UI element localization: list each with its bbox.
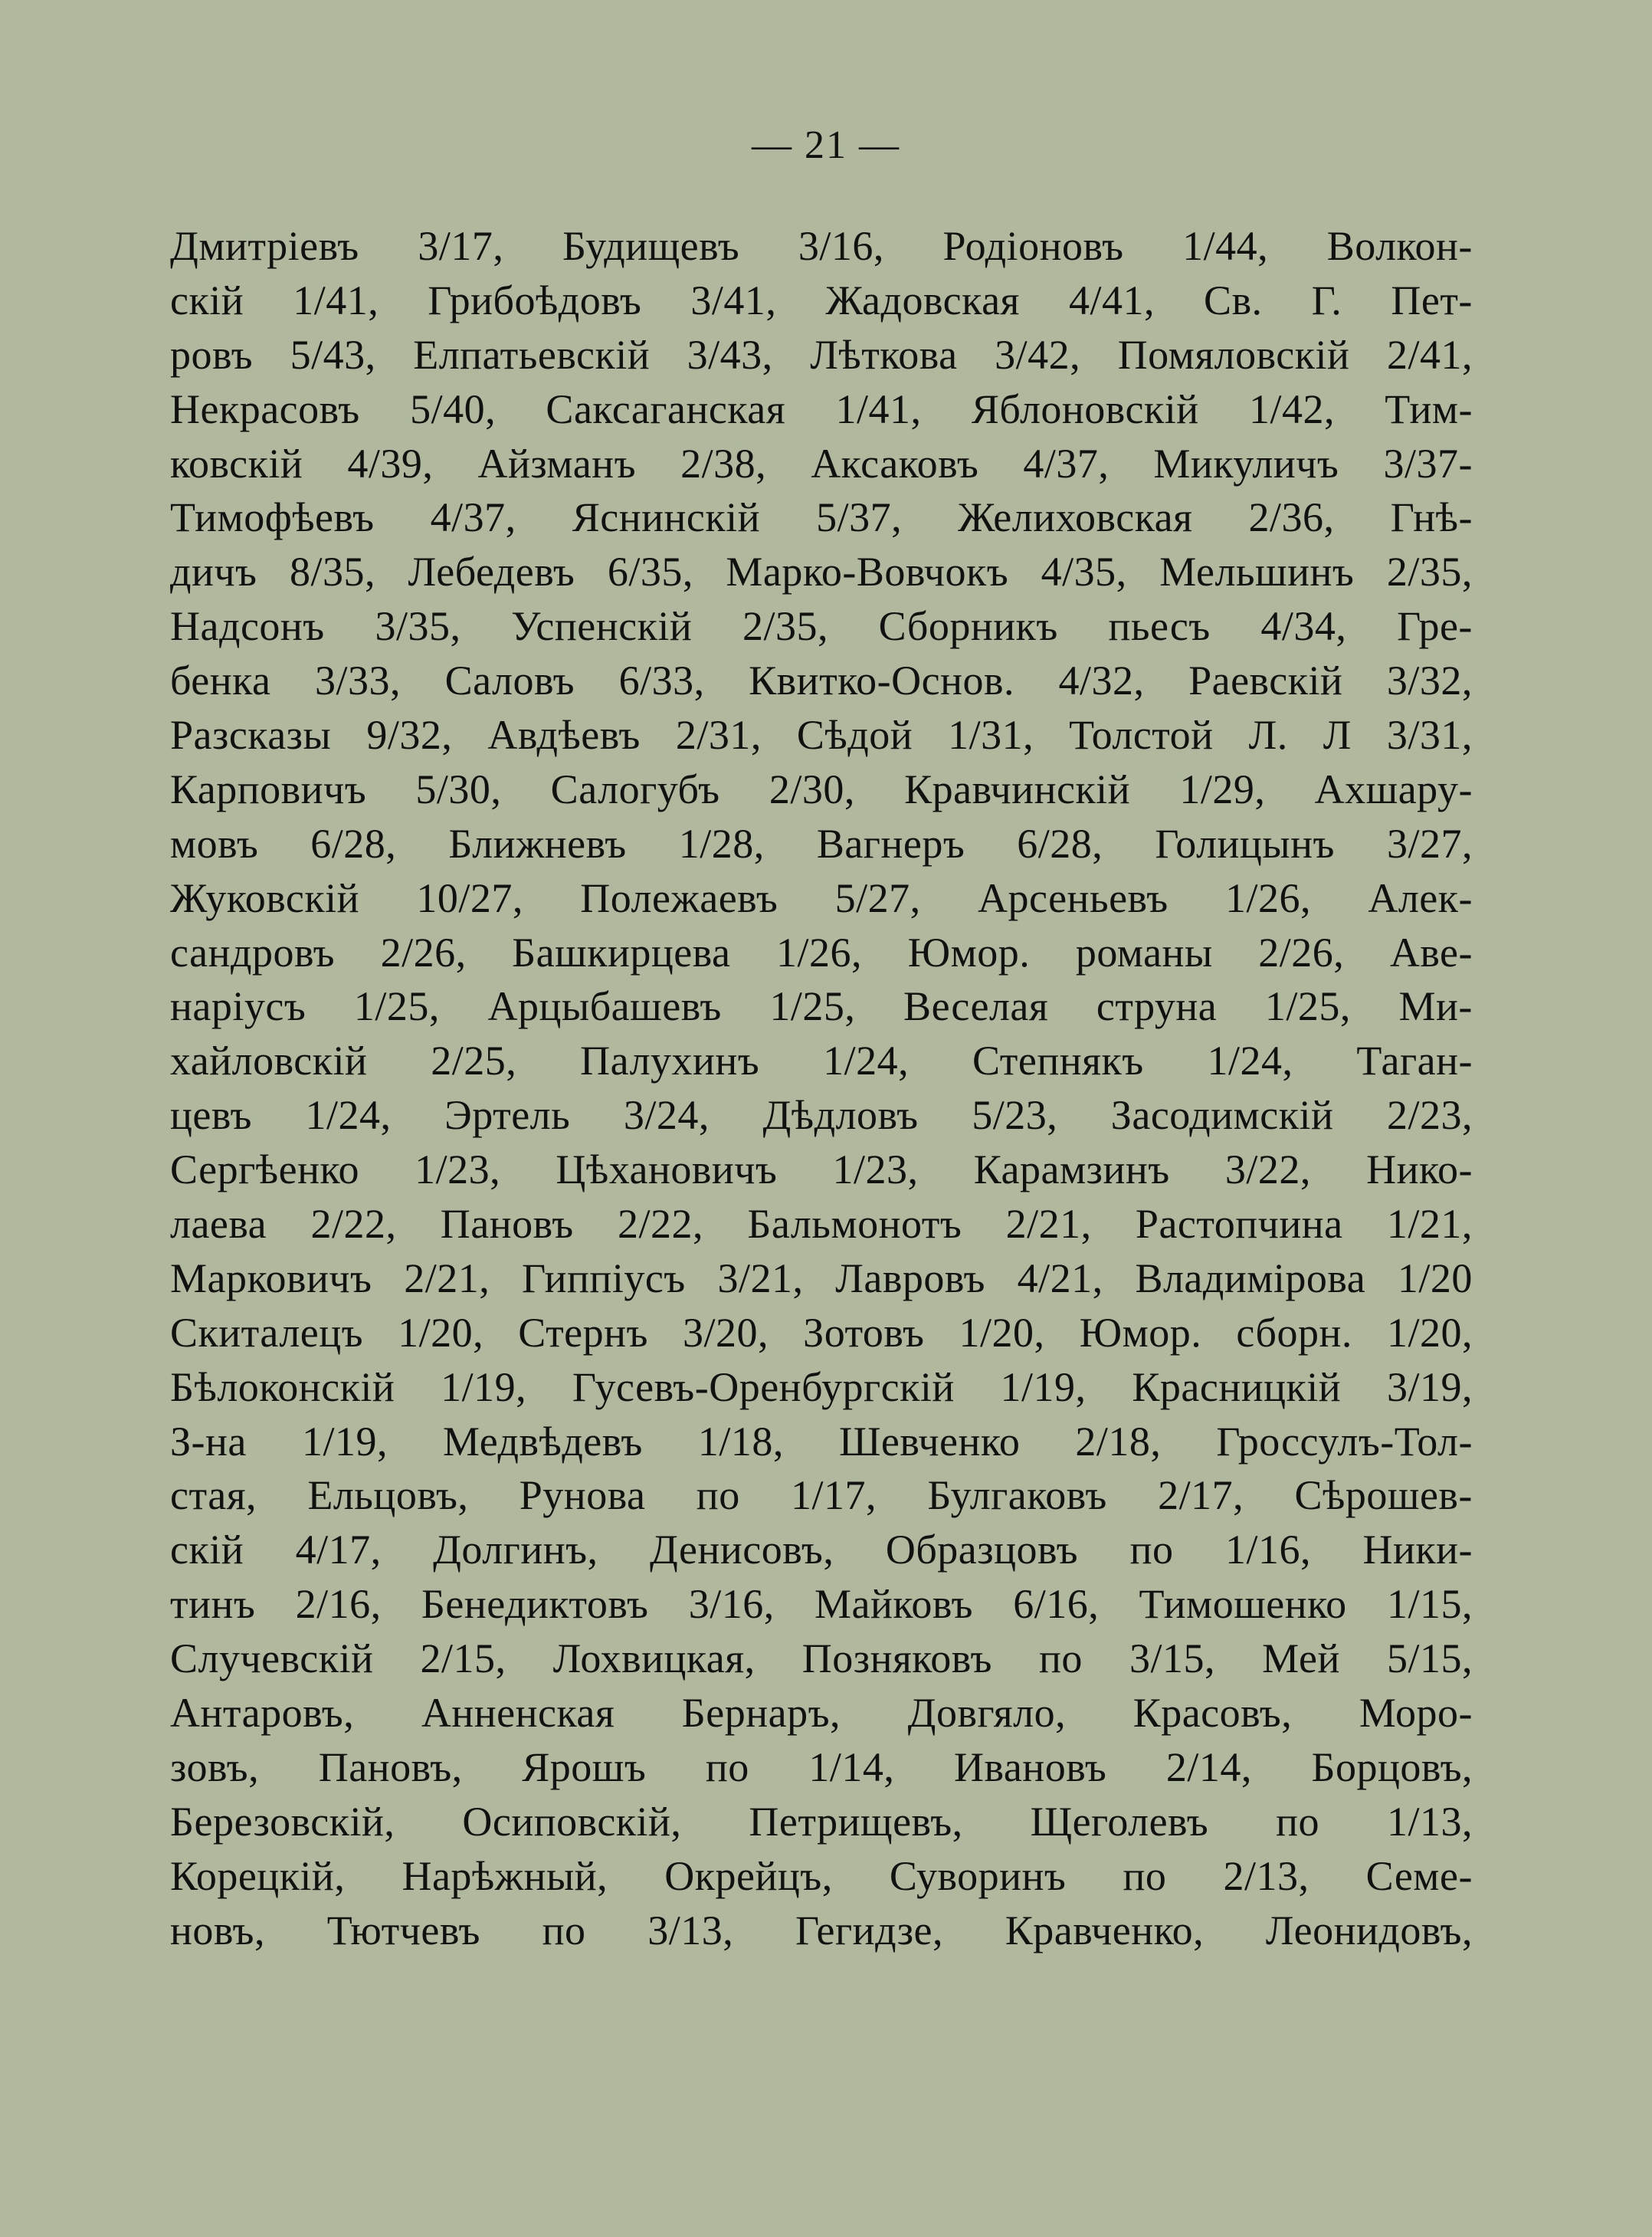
word: 2/25, — [431, 1038, 517, 1084]
word: 1/42, — [1248, 385, 1335, 432]
word: Ивановъ — [954, 1743, 1107, 1790]
word: Березовскій, — [170, 1798, 395, 1845]
word: 1/24, — [1207, 1038, 1293, 1084]
word: струна — [1096, 983, 1218, 1030]
word: 3/35, — [375, 603, 461, 650]
word: Леонидовъ, — [1265, 1907, 1473, 1953]
word: 1/16, — [1224, 1527, 1311, 1573]
text-line — [170, 1635, 1473, 1689]
word: 1/41, — [293, 277, 379, 323]
word: 2/14, — [1165, 1743, 1252, 1790]
word: Семе- — [1365, 1852, 1473, 1899]
text-line — [170, 1798, 1473, 1852]
word: Гиппіусъ — [521, 1255, 686, 1301]
word: 3/42, — [995, 331, 1081, 378]
word: Саксаганская — [546, 385, 786, 432]
word: 2/17, — [1158, 1472, 1244, 1519]
word: 3/16, — [688, 1581, 775, 1628]
word: тинъ — [170, 1581, 256, 1628]
word: 5/27, — [834, 874, 921, 921]
text-line — [170, 820, 1473, 874]
word: 1/26, — [776, 929, 863, 976]
word: дичъ — [170, 549, 257, 595]
word: по — [696, 1472, 740, 1519]
word: Дѣдловъ — [762, 1092, 919, 1139]
word: по — [542, 1907, 586, 1953]
word: зовъ, — [170, 1743, 260, 1790]
word: 3/21, — [717, 1255, 804, 1301]
word: 4/39, — [347, 440, 434, 487]
word: 3/31, — [1386, 712, 1473, 759]
word: Кравченко, — [1005, 1907, 1205, 1953]
word: 2/21, — [404, 1255, 490, 1301]
word: Гегидзе, — [795, 1907, 944, 1953]
word: 1/31, — [948, 712, 1034, 759]
word: 1/18, — [697, 1418, 784, 1465]
word: Юмор. — [1079, 1309, 1202, 1356]
word: по — [1276, 1798, 1320, 1845]
word: 3/43, — [687, 331, 773, 378]
word: Корецкій, — [170, 1852, 346, 1899]
word: Денисовъ, — [650, 1527, 834, 1573]
word: 5/40, — [410, 385, 497, 432]
word: романы — [1075, 929, 1213, 976]
word: 2/35, — [742, 603, 828, 650]
word: Аксаковъ — [811, 440, 979, 487]
word: 3/15, — [1129, 1635, 1216, 1682]
word: Нарѣжный, — [402, 1852, 608, 1899]
word: Сѣдой — [796, 712, 913, 759]
word: Айзманъ — [477, 440, 637, 487]
word: Голицынъ — [1155, 820, 1335, 867]
word: Бернаръ, — [681, 1690, 841, 1737]
word: 2/30, — [769, 766, 855, 812]
word: Моро- — [1359, 1690, 1473, 1737]
text-line — [170, 1200, 1473, 1255]
word: хайловскій — [170, 1038, 368, 1084]
word: 1/23, — [832, 1146, 919, 1193]
word: 3/32, — [1386, 658, 1473, 704]
word: Ники- — [1362, 1527, 1473, 1573]
word: Л — [1323, 712, 1352, 759]
word: Пановъ, — [318, 1743, 463, 1790]
word: 3/17, — [418, 223, 504, 269]
word: 2/18, — [1075, 1418, 1162, 1465]
word: 3/41, — [690, 277, 777, 323]
word: Разсказы — [170, 712, 332, 759]
word: Довгяло, — [907, 1690, 1067, 1737]
word: Рунова — [519, 1472, 646, 1519]
word: Петрищевъ, — [749, 1798, 963, 1845]
text-line — [170, 331, 1473, 385]
word: 1/20, — [959, 1309, 1045, 1356]
word: цевъ — [170, 1092, 252, 1139]
word: скій — [170, 277, 244, 323]
text-line — [170, 1255, 1473, 1309]
word: 2/22, — [310, 1201, 397, 1248]
word: 5/15, — [1386, 1635, 1473, 1682]
word: 2/13, — [1223, 1852, 1309, 1899]
word: Растопчина — [1135, 1201, 1343, 1248]
word: Жадовская — [825, 277, 1020, 323]
word: 10/27, — [416, 874, 523, 921]
word: 3/33, — [315, 658, 402, 704]
text-line — [170, 1363, 1473, 1418]
word: Эртель — [444, 1092, 571, 1139]
word: Авдѣевъ — [487, 712, 641, 759]
word: 6/28, — [1017, 820, 1103, 867]
word: 1/20, — [398, 1309, 484, 1356]
word: Бальмонотъ — [747, 1201, 962, 1248]
word: Сборникъ — [878, 603, 1058, 650]
word: Антаровъ, — [170, 1690, 355, 1737]
word: 2/22, — [618, 1201, 704, 1248]
text-line — [170, 657, 1473, 711]
text-line — [170, 929, 1473, 983]
word: ковскій — [170, 440, 303, 487]
word: мовъ — [170, 820, 259, 867]
word: Анненская — [421, 1690, 615, 1737]
word: Л. — [1248, 712, 1288, 759]
word: лаева — [170, 1201, 267, 1248]
word: 3/13, — [647, 1907, 734, 1953]
text-line — [170, 602, 1473, 657]
word: 3/20, — [683, 1309, 769, 1356]
word: Родіоновъ — [942, 223, 1124, 269]
word: Булгаковъ — [927, 1472, 1107, 1519]
word: Надсонъ — [170, 603, 325, 650]
word: 1/20, — [1386, 1309, 1473, 1356]
text-line — [170, 1907, 1473, 1961]
word: 2/23, — [1386, 1092, 1473, 1139]
word: 1/24, — [823, 1038, 910, 1084]
text-line — [170, 385, 1473, 440]
word: З-на — [170, 1418, 247, 1465]
word: 1/29, — [1179, 766, 1266, 812]
body-text — [170, 222, 1473, 1961]
word: Тимошенко — [1139, 1581, 1347, 1628]
word: Пановъ — [440, 1201, 574, 1248]
word: 2/38, — [680, 440, 767, 487]
word: 4/37, — [430, 494, 516, 541]
page-number: — 21 — — [752, 123, 900, 167]
word: Красницкій — [1132, 1363, 1342, 1410]
text-line — [170, 766, 1473, 820]
word: Лебедевъ — [408, 549, 575, 595]
word: 1/14, — [808, 1743, 895, 1790]
word: 1/28, — [678, 820, 765, 867]
word: 5/37, — [816, 494, 903, 541]
word: сборн. — [1236, 1309, 1352, 1356]
word: Успенскій — [511, 603, 693, 650]
text-line — [170, 1471, 1473, 1526]
word: 5/30, — [415, 766, 502, 812]
word: по — [1123, 1852, 1167, 1899]
word: 4/17, — [295, 1527, 382, 1573]
word: Дмитріевъ — [170, 223, 359, 269]
word: Мей — [1262, 1635, 1340, 1682]
word: 4/21, — [1017, 1255, 1103, 1301]
word: 6/16, — [1013, 1581, 1100, 1628]
text-line — [170, 277, 1473, 331]
word: Стернъ — [518, 1309, 648, 1356]
word: Тим- — [1385, 385, 1473, 432]
word: Полежаевъ — [580, 874, 778, 921]
text-line — [170, 1146, 1473, 1200]
word: Шевченко — [838, 1418, 1021, 1465]
word: стая, — [170, 1472, 257, 1519]
text-line — [170, 222, 1473, 277]
word: Окрейцъ, — [664, 1852, 833, 1899]
word: Микуличъ — [1153, 440, 1339, 487]
word: Осиповскій, — [462, 1798, 682, 1845]
word: Арцыбашевъ — [487, 983, 722, 1030]
word: новъ, — [170, 1907, 265, 1953]
word: Салогубъ — [550, 766, 720, 812]
word: 2/26, — [380, 929, 467, 976]
word: 1/19, — [441, 1363, 527, 1410]
word: 5/23, — [972, 1092, 1058, 1139]
word: 4/37, — [1023, 440, 1110, 487]
word: Владимірова — [1135, 1255, 1366, 1301]
word: Тимофѣевъ — [170, 494, 375, 541]
word: Волкон- — [1326, 223, 1473, 269]
word: 1/19, — [1000, 1363, 1087, 1410]
word: Таган- — [1356, 1038, 1473, 1084]
word: 6/33, — [618, 658, 705, 704]
word: 1/23, — [415, 1146, 501, 1193]
text-line — [170, 1037, 1473, 1091]
word: Гроссулъ-Тол- — [1216, 1418, 1473, 1465]
word: Бенедиктовъ — [421, 1581, 649, 1628]
word: Веселая — [903, 983, 1049, 1030]
word: Грибоѣдовъ — [428, 277, 642, 323]
word: 3/16, — [798, 223, 884, 269]
word: по — [1039, 1635, 1083, 1682]
word: 1/19, — [301, 1418, 388, 1465]
word: 1/26, — [1224, 874, 1311, 921]
word: 3/22, — [1224, 1146, 1311, 1193]
text-line — [170, 1852, 1473, 1907]
word: Долгинъ, — [433, 1527, 598, 1573]
word: Ближневъ — [448, 820, 627, 867]
word: Бѣлоконскій — [170, 1363, 395, 1410]
word: Ахшару- — [1314, 766, 1473, 812]
word: Вагнеръ — [816, 820, 965, 867]
word: Лавровъ — [835, 1255, 985, 1301]
word: Алек- — [1368, 874, 1473, 921]
word: Желиховская — [958, 494, 1193, 541]
text-line — [170, 1091, 1473, 1146]
word: Саловъ — [444, 658, 575, 704]
word: Марковичъ — [170, 1255, 372, 1301]
word: Суворинъ — [889, 1852, 1067, 1899]
word: Палухинъ — [580, 1038, 760, 1084]
word: 1/17, — [791, 1472, 877, 1519]
word: Г. — [1311, 277, 1342, 323]
word: по — [1129, 1527, 1174, 1573]
word: 1/13, — [1386, 1798, 1473, 1845]
word: 2/31, — [675, 712, 762, 759]
word: Аве- — [1389, 929, 1473, 976]
text-line — [170, 982, 1473, 1037]
word: Мельшинъ — [1159, 549, 1355, 595]
word: Карамзинъ — [973, 1146, 1170, 1193]
text-line — [170, 440, 1473, 494]
word: пьесъ — [1108, 603, 1211, 650]
word: 2/16, — [295, 1581, 382, 1628]
word: 1/25, — [1264, 983, 1351, 1030]
word: 1/21, — [1386, 1201, 1473, 1248]
word: Пет- — [1391, 277, 1473, 323]
word: Образцовъ — [885, 1527, 1079, 1573]
word: 3/24, — [623, 1092, 710, 1139]
word: Гре- — [1397, 603, 1473, 650]
word: Башкирцева — [512, 929, 731, 976]
text-line — [170, 1689, 1473, 1743]
word: Квитко-Основ. — [749, 658, 1015, 704]
word: Кравчинскій — [904, 766, 1131, 812]
word: Борцовъ, — [1311, 1743, 1473, 1790]
word: Карповичъ — [170, 766, 367, 812]
word: 1/41, — [835, 385, 922, 432]
word: 2/41, — [1386, 331, 1473, 378]
word: Степнякъ — [972, 1038, 1144, 1084]
word: 2/21, — [1005, 1201, 1092, 1248]
word: Яснинскій — [572, 494, 761, 541]
word: Помяловскій — [1117, 331, 1350, 378]
word: ровъ — [170, 331, 254, 378]
text-line — [170, 548, 1473, 602]
word: Раевскій — [1188, 658, 1343, 704]
word: Тютчевъ — [326, 1907, 480, 1953]
word: по — [705, 1743, 749, 1790]
text-line — [170, 1526, 1473, 1580]
word: Св. — [1204, 277, 1263, 323]
word: 3/19, — [1386, 1363, 1473, 1410]
word: Щеголевъ — [1030, 1798, 1209, 1845]
word: Гусевъ-Оренбургскій — [572, 1363, 955, 1410]
word: Лѣткова — [810, 331, 958, 378]
word: наріусъ — [170, 983, 306, 1030]
word: 1/15, — [1386, 1581, 1473, 1628]
text-line — [170, 1309, 1473, 1363]
word: Гнѣ- — [1390, 494, 1473, 541]
text-line — [170, 1743, 1473, 1798]
word: 4/41, — [1068, 277, 1155, 323]
word: Цѣхановичъ — [556, 1146, 778, 1193]
word: 1/20 — [1397, 1255, 1473, 1301]
word: Будищевъ — [562, 223, 740, 269]
word: скій — [170, 1527, 244, 1573]
word: 6/35, — [607, 549, 693, 595]
word: 4/34, — [1260, 603, 1347, 650]
word: Елпатьевскій — [413, 331, 651, 378]
word: Медвѣдевъ — [442, 1418, 643, 1465]
word: Майковъ — [814, 1581, 973, 1628]
word: Марко-Вовчокъ — [726, 549, 1009, 595]
word: Толстой — [1069, 712, 1214, 759]
text-line — [170, 1418, 1473, 1472]
word: Нико- — [1366, 1146, 1473, 1193]
word: 2/36, — [1248, 494, 1335, 541]
word: сандровъ — [170, 929, 336, 976]
word: 3/27, — [1386, 820, 1473, 867]
word: 1/44, — [1182, 223, 1269, 269]
word: Ми- — [1398, 983, 1473, 1030]
word: Случевскій — [170, 1635, 374, 1682]
word: 5/43, — [290, 331, 376, 378]
word: Некрасовъ — [170, 385, 360, 432]
word: 2/26, — [1258, 929, 1345, 976]
word: 1/25, — [353, 983, 440, 1030]
word: 1/25, — [769, 983, 856, 1030]
text-line — [170, 874, 1473, 929]
word: 8/35, — [290, 549, 376, 595]
word: бенка — [170, 658, 271, 704]
text-line — [170, 494, 1473, 548]
word: Засодимскій — [1110, 1092, 1334, 1139]
word: Красовъ, — [1132, 1690, 1293, 1737]
word: Арсеньевъ — [977, 874, 1169, 921]
word: Скиталецъ — [170, 1309, 364, 1356]
text-line — [170, 1580, 1473, 1635]
word: Жуковскій — [170, 874, 360, 921]
word: Сергѣенко — [170, 1146, 359, 1193]
word: 6/28, — [310, 820, 397, 867]
word: Позняковъ — [801, 1635, 992, 1682]
word: Ярошъ — [522, 1743, 647, 1790]
word: Зотовъ — [803, 1309, 925, 1356]
word: 9/32, — [366, 712, 453, 759]
word: 2/35, — [1386, 549, 1473, 595]
word: 2/15, — [420, 1635, 506, 1682]
word: Сѣрошев- — [1294, 1472, 1473, 1519]
word: Лохвицкая, — [552, 1635, 756, 1682]
word: Ельцовъ, — [307, 1472, 469, 1519]
word: 4/32, — [1058, 658, 1145, 704]
word: 3/37- — [1383, 440, 1473, 487]
word: 1/24, — [305, 1092, 392, 1139]
text-line — [170, 711, 1473, 766]
word: Яблоновскій — [971, 385, 1199, 432]
word: 4/35, — [1041, 549, 1127, 595]
word: Юмор. — [907, 929, 1031, 976]
